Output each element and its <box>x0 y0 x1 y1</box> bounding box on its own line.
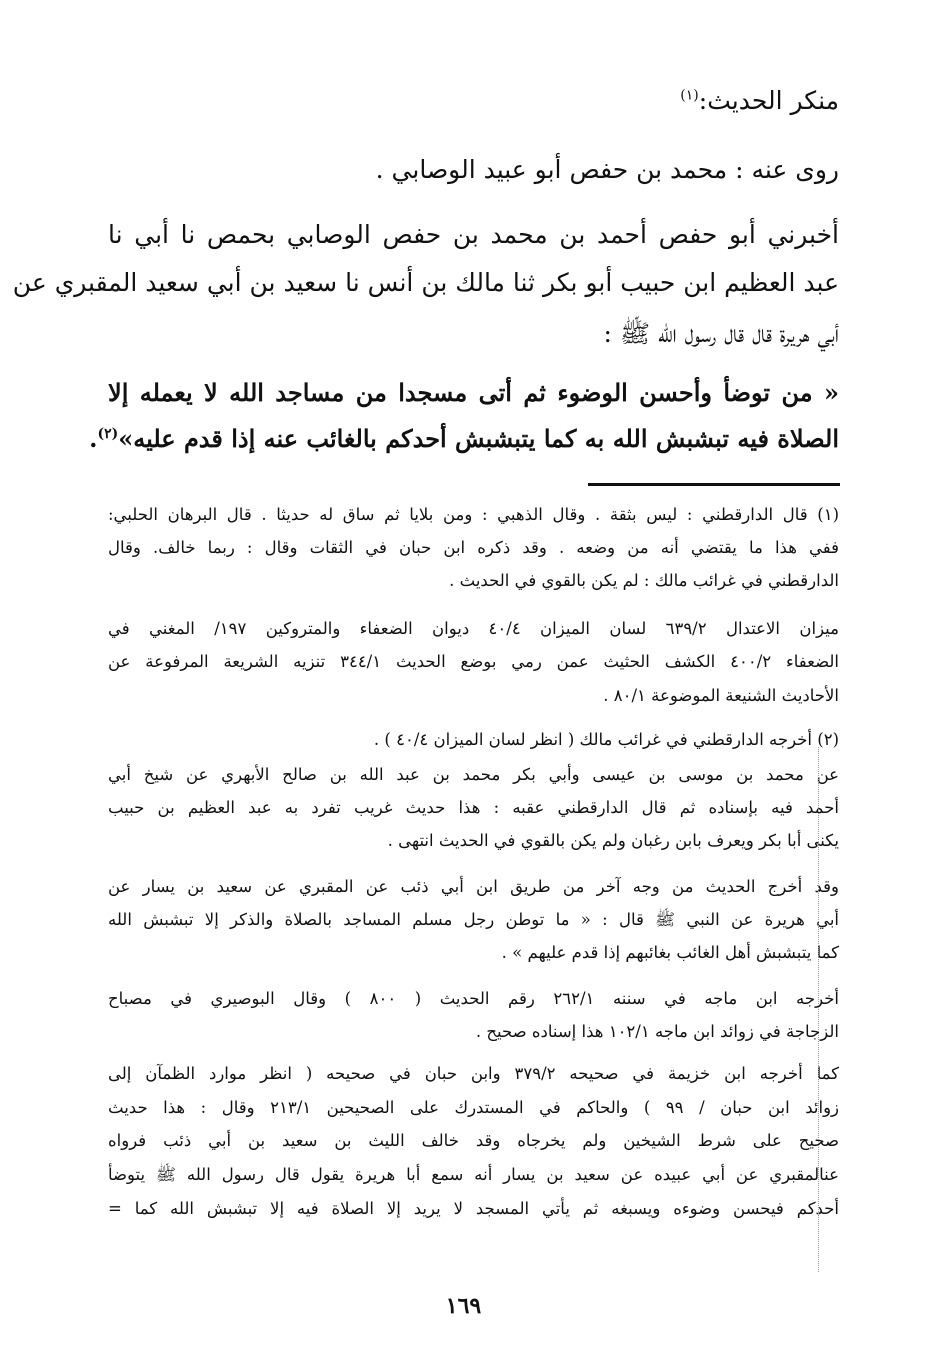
section-heading <box>680 86 839 115</box>
footnote-line: الأحاديث الشنيعة الموضوعة ٨٠/١ . <box>603 686 839 705</box>
page-number: ١٦٩ <box>445 1293 482 1319</box>
heading-text: منكر الحديث: <box>698 86 839 115</box>
footnote-line: أبي هريرة عن النبي ﷺ قال : « ما توطن رجل مسلم المساجد بالصلاة والذكر إلا تبشبش الله <box>108 910 839 929</box>
footnote-line: وقد أخرج الحديث من وجه آخر من طريق ابن أبي ذئب عن المقبري عن سعيد بن يسار عن <box>108 877 839 896</box>
footnote-line: ففي هذا ما يقتضي أنه من وضعه . وقد ذكره ابن حبان في الثقات وقال : ربما خالف. وقال <box>108 538 839 557</box>
footnote-line: الزجاجة في زوائد ابن ماجه ١٠٢/١ هذا إسناده صحيح . <box>475 1022 839 1041</box>
footnote-line: أحدكم فيحسن وضوءه ويسبغه ثم يأتي المسجد لا يريد إلا الصلاة فيه إلا تبشبش الله كما = <box>108 1199 839 1218</box>
chain-line-1: أخبرني أبو حفص أحمد بن محمد بن حفص الوصابي بحمص نا أبي نا <box>108 220 839 249</box>
footnote-line: زوائد ابن حبان / ٩٩ ) والحاكم في المستدرك على الصحيحين ٢١٣/١ وقال : هذا حديث <box>108 1098 840 1117</box>
footnote-line: (١) قال الدارقطني : ليس بثقة . وقال الذهبي : ومن بلايا ثم ساق له حديثا . قال البرهان الحلبي: <box>108 505 839 524</box>
footnote-line: الدارقطني في غرائب مالك : لم يكن بالقوي في الحديث . <box>449 571 839 590</box>
hadith-period: . <box>89 424 98 453</box>
footnote-margin-rule <box>818 747 819 1272</box>
footnote-line: عنالمقبري عن أبي عبيده عن سعيد بن يسار أنه سمع أبا هريرة يقول قال رسول الله ﷺ يتوضأ <box>108 1165 839 1184</box>
hadith-text: الصلاة فيه تبشبش الله به كما يتبشبش أحدكم بالغائب عنه إذا قدم عليه» <box>118 424 839 453</box>
footnote-line: كما أخرجه ابن خزيمة في صحيحه ٣٧٩/٢ وابن حبان في صحيحه ( انظر موارد الظمآن إلى <box>108 1064 839 1083</box>
footnote-line: الضعفاء ٤٠٠/٢ الكشف الحثيث عمن رمي بوضع الحديث ٣٤٤/١ تنزيه الشريعة المرفوعة عن <box>108 652 839 671</box>
footnote-line: صحيح على شرط الشيخين ولم يخرجاه وقد خالف الليث بن سعيد بن أبي ذئب فرواه <box>108 1131 839 1150</box>
footnote-line: (٢) أخرجه الدارقطني في غرائب مالك ( انظر لسان الميزان ٤٠/٤ ) . <box>373 730 839 749</box>
footnote-separator <box>588 483 840 486</box>
hadith-footnote-ref: (٢) <box>97 426 119 442</box>
footnote-line: أحمد فيه بإسناده ثم قال الدارقطني عقبه : هذا حديث غريب تفرد به عبد العظيم بن حبيب <box>108 798 839 817</box>
chain-line-2: عبد العظيم ابن حبيب أبو بكر ثنا مالك بن أنس نا سعيد بن أبي سعيد المقبري عن <box>12 268 839 297</box>
heading-footnote-ref: (١) <box>680 87 699 104</box>
footnote-line: يكنى أبا بكر ويعرف بابن رغبان ولم يكن بالقوي في الحديث انتهى . <box>387 831 839 850</box>
footnote-line: عن محمد بن موسى بن عيسى وأبي بكر محمد بن عبد الله بن صالح الأبهري عن شيخ أبي <box>108 765 839 784</box>
footnote-line: ميزان الاعتدال ٦٣٩/٢ لسان الميزان ٤٠/٤ ديوان الضعفاء والمتروكين ١٩٧/ المغني في <box>108 619 839 638</box>
footnote-line: أخرجه ابن ماجه في سننه ٢٦٢/١ رقم الحديث ( ٨٠٠ ) وقال البوصيري في مصباح <box>108 989 839 1008</box>
hadith-line-2 <box>89 424 839 453</box>
hadith-line-1: « من توضأ وأحسن الوضوء ثم أتى مسجدا من مساجد الله لا يعمله إلا <box>108 378 839 407</box>
footnote-line: كما يتبشبش أهل الغائب بغائبهم إذا قدم عليهم » . <box>501 943 839 962</box>
chain-line-3: أبي هريرة قال قال رسول الله ﷺ : <box>603 319 839 348</box>
narrator-line: روى عنه : محمد بن حفص أبو عبيد الوصابي . <box>375 155 839 184</box>
